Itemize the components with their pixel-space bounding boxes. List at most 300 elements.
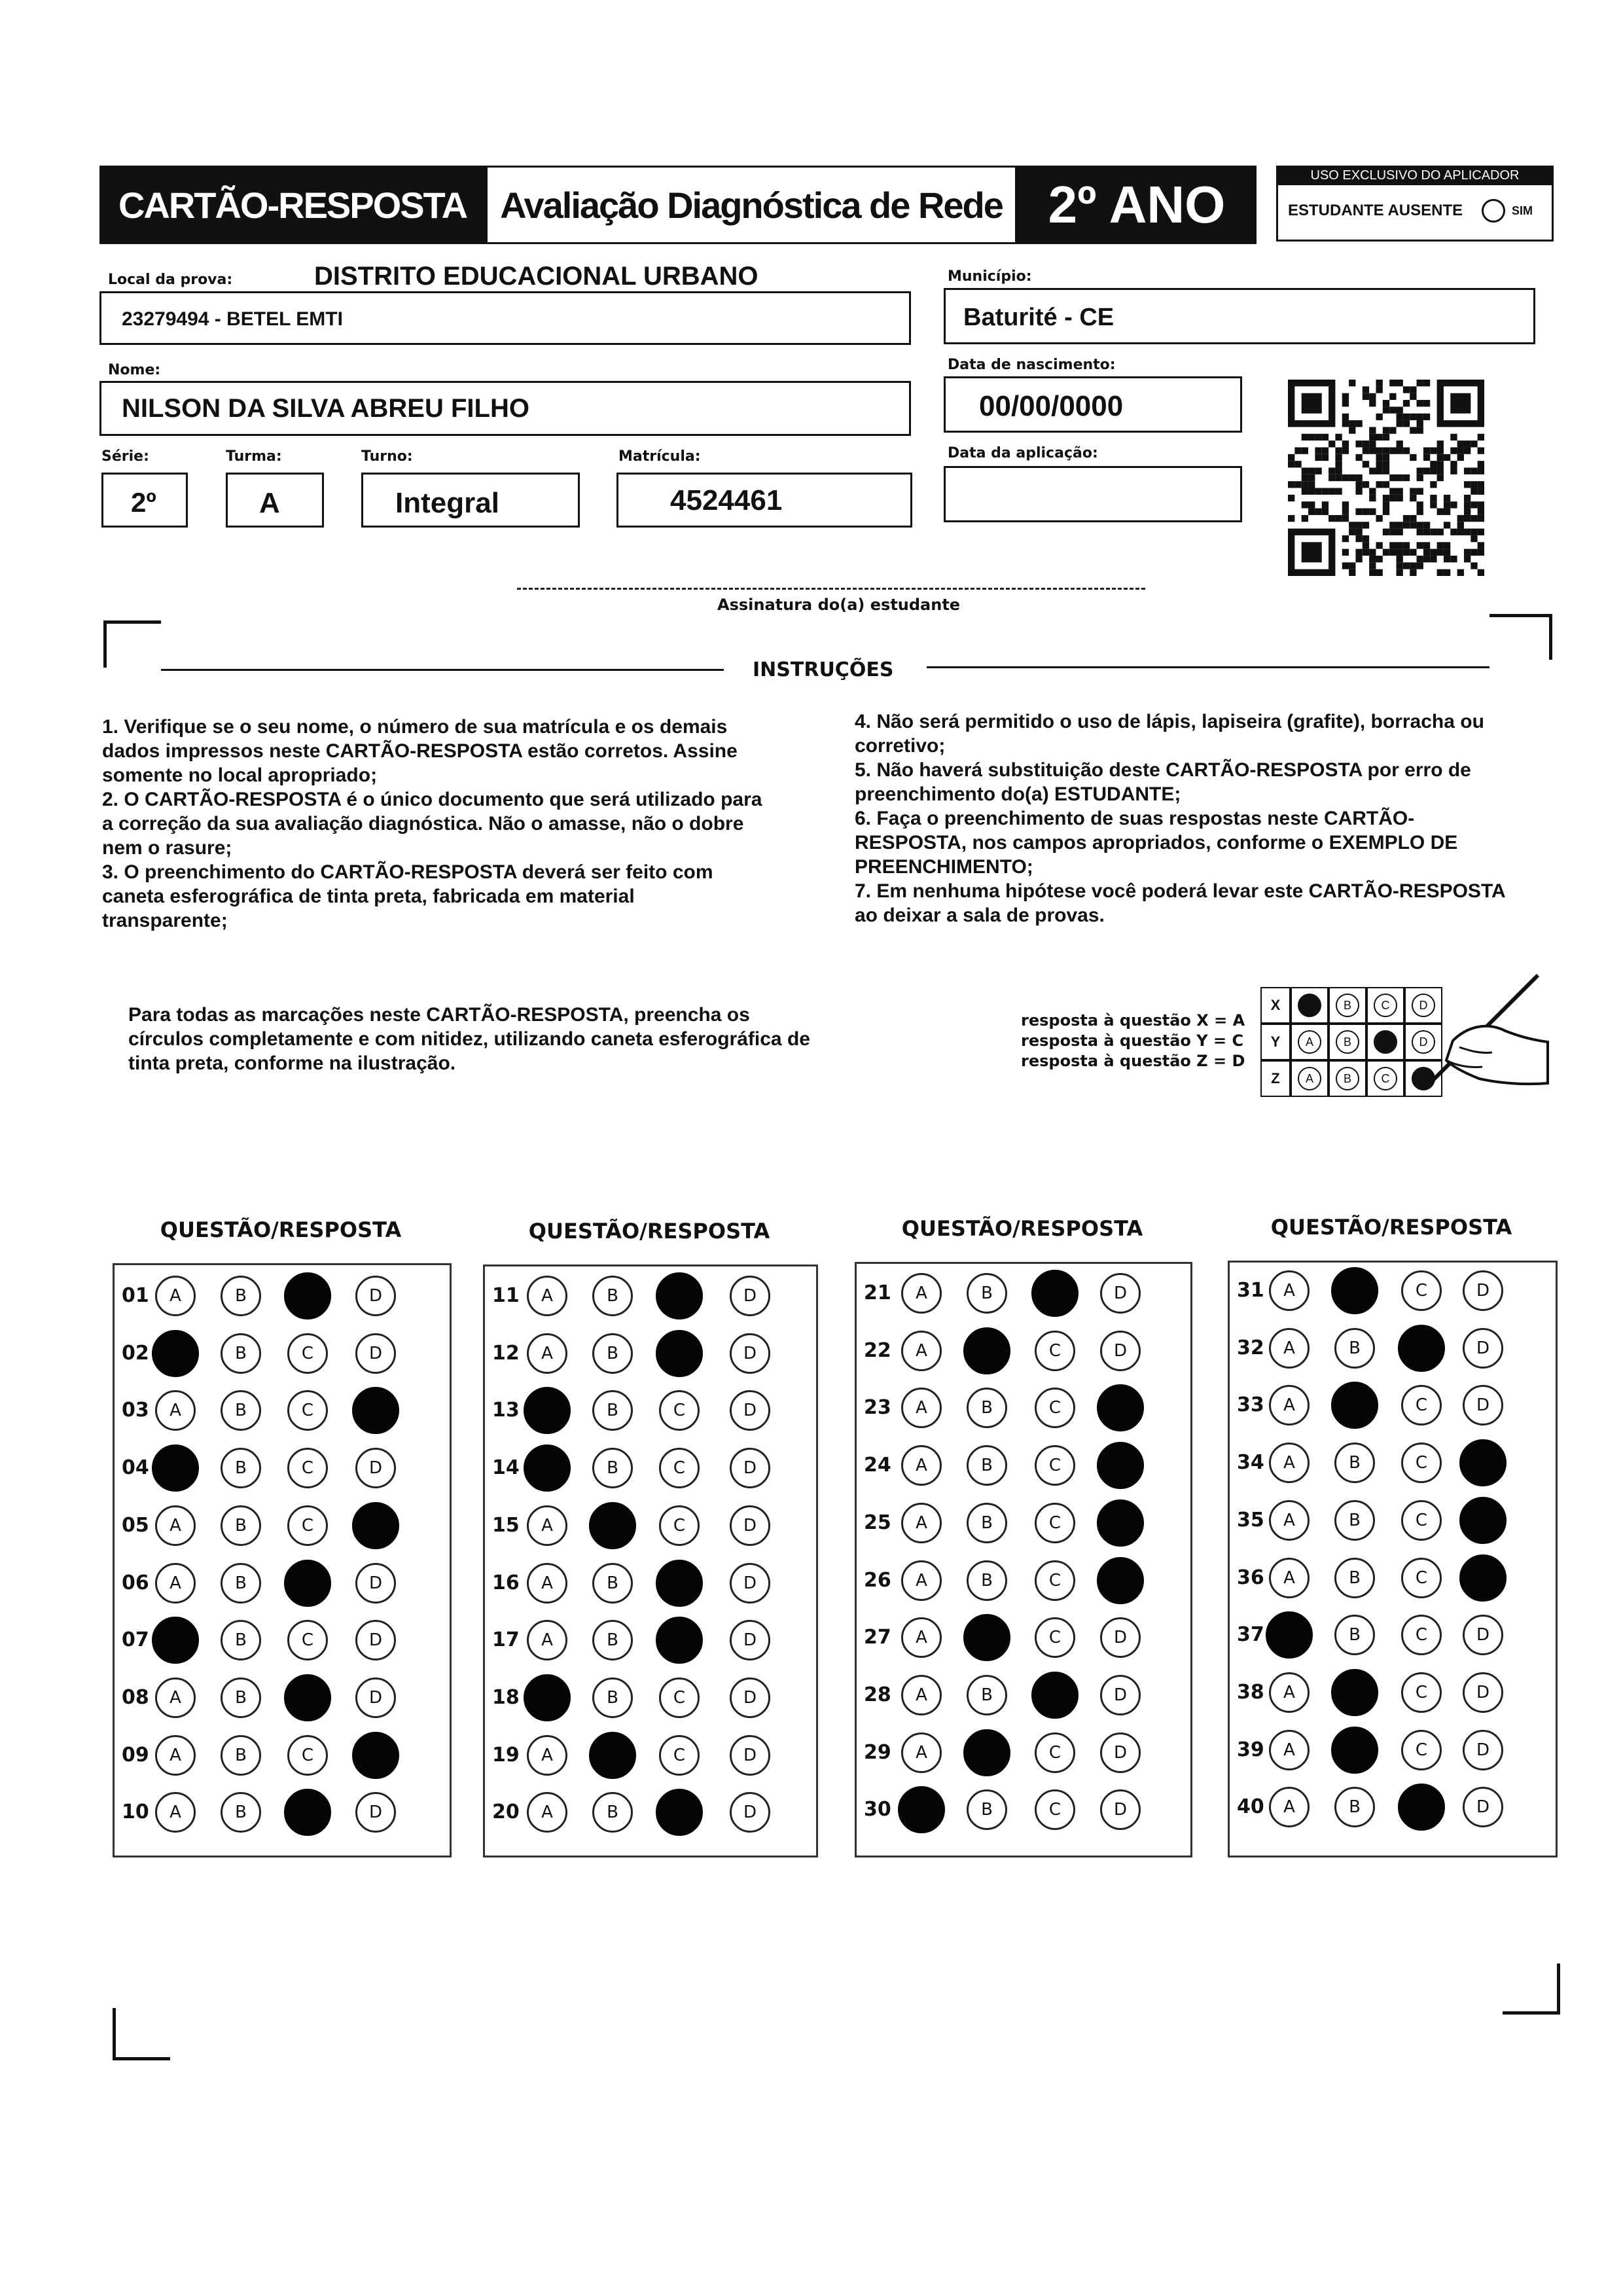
qr-module bbox=[1430, 529, 1436, 535]
qr-module bbox=[1335, 434, 1342, 440]
answer-bubble-c[interactable]: C bbox=[1401, 1615, 1442, 1655]
instruction-line: Para todas as marcações neste CARTÃO-RESPOSTA, preencha os bbox=[128, 1004, 750, 1026]
answer-bubble-b[interactable]: B bbox=[967, 1273, 1007, 1314]
answer-bubble-c[interactable]: C bbox=[659, 1505, 700, 1546]
answer-bubble-d[interactable]: D bbox=[730, 1333, 770, 1374]
qr-module bbox=[1478, 515, 1484, 522]
qr-module bbox=[1410, 393, 1416, 400]
answer-bubble-c[interactable]: C bbox=[1035, 1617, 1075, 1658]
answer-bubble-a[interactable]: A bbox=[1269, 1500, 1310, 1541]
question-number: 19 bbox=[492, 1743, 520, 1767]
answer-bubble-c[interactable]: C bbox=[284, 1674, 331, 1721]
absent-checkbox[interactable] bbox=[1482, 199, 1505, 223]
answer-bubble-a[interactable]: A bbox=[152, 1330, 199, 1377]
qr-module bbox=[1464, 447, 1471, 454]
qr-module bbox=[1308, 475, 1315, 481]
qr-module bbox=[1335, 488, 1342, 495]
qr-module bbox=[1355, 556, 1362, 562]
answer-bubble-c[interactable]: C bbox=[1401, 1500, 1442, 1541]
answer-bubble-c[interactable]: C bbox=[1398, 1325, 1445, 1372]
qr-module bbox=[1403, 542, 1410, 548]
answer-bubble-c[interactable]: C bbox=[284, 1560, 331, 1607]
qr-module bbox=[1397, 562, 1403, 569]
qr-module bbox=[1369, 427, 1376, 433]
answer-bubble-b[interactable]: B bbox=[1334, 1787, 1375, 1827]
answer-bubble-b[interactable]: B bbox=[1334, 1500, 1375, 1541]
qr-module bbox=[1437, 461, 1444, 467]
qr-module bbox=[1322, 447, 1329, 454]
answer-bubble-a[interactable]: A bbox=[898, 1786, 945, 1833]
qr-module bbox=[1397, 406, 1403, 413]
answer-bubble-a[interactable]: A bbox=[152, 1617, 199, 1664]
answer-bubble-b[interactable]: B bbox=[589, 1502, 636, 1549]
answer-bubble-a[interactable]: A bbox=[901, 1732, 942, 1773]
answer-bubble-d[interactable]: D bbox=[730, 1390, 770, 1431]
answer-bubble-c[interactable]: C bbox=[1035, 1789, 1075, 1830]
answer-bubble-d[interactable]: D bbox=[730, 1448, 770, 1488]
answer-bubble-c[interactable]: C bbox=[287, 1333, 328, 1374]
answer-bubble-b[interactable]: B bbox=[592, 1677, 633, 1718]
qr-module bbox=[1349, 569, 1355, 576]
qr-module bbox=[1437, 440, 1444, 447]
qr-module bbox=[1417, 380, 1423, 386]
qr-module bbox=[1369, 549, 1376, 556]
answer-bubble-d[interactable]: D bbox=[352, 1387, 399, 1434]
answer-bubble-d[interactable]: D bbox=[730, 1620, 770, 1660]
qr-module bbox=[1464, 529, 1471, 535]
instructions-heading: INSTRUÇÕES bbox=[753, 658, 894, 681]
answer-bubble-c[interactable]: C bbox=[656, 1560, 703, 1607]
example-bubble-a bbox=[1298, 994, 1321, 1017]
answer-bubble-a[interactable]: A bbox=[1269, 1385, 1310, 1426]
answer-bubble-a[interactable]: A bbox=[524, 1444, 571, 1492]
qr-module bbox=[1302, 542, 1322, 562]
answer-bubble-c[interactable]: C bbox=[659, 1390, 700, 1431]
answer-bubble-c[interactable]: C bbox=[1401, 1672, 1442, 1713]
answer-bubble-d[interactable]: D bbox=[730, 1735, 770, 1776]
question-number: 06 bbox=[122, 1571, 149, 1594]
answer-bubble-d[interactable]: D bbox=[355, 1333, 396, 1374]
answer-bubble-b[interactable]: B bbox=[221, 1677, 261, 1718]
answer-bubble-d[interactable]: D bbox=[352, 1732, 399, 1779]
answer-bubble-a[interactable]: A bbox=[1269, 1558, 1310, 1598]
answer-bubble-c[interactable]: C bbox=[287, 1448, 328, 1488]
answer-bubble-d[interactable]: D bbox=[1459, 1497, 1507, 1544]
answer-bubble-a[interactable]: A bbox=[1269, 1672, 1310, 1713]
qr-module bbox=[1457, 515, 1464, 522]
qr-module bbox=[1457, 440, 1464, 447]
answer-bubble-c[interactable]: C bbox=[1035, 1503, 1075, 1543]
qr-module bbox=[1369, 488, 1376, 495]
qr-module bbox=[1363, 535, 1369, 542]
question-number: 18 bbox=[492, 1685, 520, 1709]
crop-mark-top-left bbox=[103, 620, 161, 624]
answer-bubble-c[interactable]: C bbox=[1031, 1672, 1079, 1719]
qr-module bbox=[1437, 569, 1444, 576]
grade-badge: 2º ANO bbox=[1017, 166, 1257, 244]
answer-bubble-a[interactable]: A bbox=[527, 1735, 567, 1776]
answer-bubble-b[interactable]: B bbox=[967, 1445, 1007, 1486]
answer-bubble-a[interactable]: A bbox=[901, 1675, 942, 1715]
answer-bubble-c[interactable]: C bbox=[287, 1620, 328, 1660]
answer-bubble-d[interactable]: D bbox=[352, 1502, 399, 1549]
answer-bubble-b[interactable]: B bbox=[592, 1333, 633, 1374]
answer-bubble-d[interactable]: D bbox=[1463, 1385, 1503, 1426]
question-number: 14 bbox=[492, 1456, 520, 1480]
answer-bubble-b[interactable]: B bbox=[221, 1505, 261, 1546]
answer-bubble-d[interactable]: D bbox=[1097, 1442, 1144, 1489]
qr-module bbox=[1417, 509, 1423, 515]
answer-bubble-c[interactable]: C bbox=[284, 1272, 331, 1319]
example-bubble-b: B bbox=[1336, 1067, 1359, 1090]
qr-module bbox=[1342, 509, 1349, 515]
answer-bubble-b[interactable]: B bbox=[967, 1675, 1007, 1715]
qr-module bbox=[1383, 529, 1389, 535]
qr-module bbox=[1355, 549, 1362, 556]
answer-bubble-d[interactable]: D bbox=[355, 1276, 396, 1316]
answer-bubble-d[interactable]: D bbox=[1463, 1328, 1503, 1369]
answer-bubble-a[interactable]: A bbox=[155, 1792, 196, 1833]
answer-bubble-c[interactable]: C bbox=[1401, 1385, 1442, 1426]
answer-bubble-c[interactable]: C bbox=[656, 1617, 703, 1664]
qr-module bbox=[1363, 386, 1369, 393]
instruction-line: 1. Verifique se o seu nome, o número de sua matrícula e os demais bbox=[102, 716, 728, 738]
qr-module bbox=[1444, 556, 1450, 562]
qr-module bbox=[1342, 562, 1349, 569]
answer-bubble-b[interactable]: B bbox=[592, 1276, 633, 1316]
qr-module bbox=[1397, 414, 1403, 420]
qr-module bbox=[1302, 515, 1308, 522]
answer-bubble-d[interactable]: D bbox=[1463, 1672, 1503, 1713]
qr-module bbox=[1423, 447, 1430, 454]
answer-bubble-c[interactable]: C bbox=[1035, 1388, 1075, 1428]
answer-bubble-a[interactable]: A bbox=[155, 1390, 196, 1431]
answer-bubble-d[interactable]: D bbox=[1463, 1787, 1503, 1827]
instruction-line: resposta à questão Y = C bbox=[1021, 1031, 1244, 1050]
qr-module bbox=[1329, 515, 1335, 522]
qr-module bbox=[1342, 501, 1349, 508]
answer-bubble-a[interactable]: A bbox=[152, 1444, 199, 1492]
answer-bubble-b[interactable]: B bbox=[221, 1620, 261, 1660]
qr-module bbox=[1478, 569, 1484, 576]
answer-bubble-a[interactable]: A bbox=[901, 1617, 942, 1658]
qr-module bbox=[1389, 522, 1396, 528]
answer-bubble-b[interactable]: B bbox=[1334, 1328, 1375, 1369]
answer-bubble-b[interactable]: B bbox=[967, 1503, 1007, 1543]
qr-module bbox=[1376, 569, 1382, 576]
answer-bubble-a[interactable]: A bbox=[901, 1388, 942, 1428]
answer-bubble-b[interactable]: B bbox=[1331, 1382, 1378, 1429]
answer-bubble-d[interactable]: D bbox=[1459, 1554, 1507, 1602]
answer-bubble-d[interactable]: D bbox=[1097, 1499, 1144, 1547]
answer-bubble-b[interactable]: B bbox=[1334, 1615, 1375, 1655]
answer-bubble-b[interactable]: B bbox=[221, 1792, 261, 1833]
qr-module bbox=[1457, 569, 1464, 576]
answer-bubble-d[interactable]: D bbox=[355, 1792, 396, 1833]
crop-mark-bottom-right-v bbox=[1557, 1964, 1560, 2015]
answer-bubble-b[interactable]: B bbox=[592, 1620, 633, 1660]
answer-bubble-d[interactable]: D bbox=[1100, 1732, 1141, 1773]
qr-module bbox=[1369, 569, 1376, 576]
qr-module bbox=[1355, 535, 1362, 542]
qr-module bbox=[1478, 509, 1484, 515]
qr-module bbox=[1349, 475, 1355, 481]
answer-bubble-d[interactable]: D bbox=[1100, 1617, 1141, 1658]
answer-bubble-b[interactable]: B bbox=[592, 1390, 633, 1431]
answer-bubble-d[interactable]: D bbox=[730, 1563, 770, 1604]
qr-module bbox=[1302, 467, 1308, 474]
question-number: 10 bbox=[122, 1801, 149, 1824]
qr-module bbox=[1342, 440, 1349, 447]
answer-bubble-c[interactable]: C bbox=[1031, 1270, 1079, 1317]
answer-bubble-d[interactable]: D bbox=[355, 1677, 396, 1718]
answer-bubble-c[interactable]: C bbox=[1401, 1270, 1442, 1311]
answer-bubble-a[interactable]: A bbox=[155, 1563, 196, 1604]
answer-bubble-d[interactable]: D bbox=[730, 1792, 770, 1833]
answer-bubble-a[interactable]: A bbox=[155, 1735, 196, 1776]
question-number: 23 bbox=[864, 1396, 891, 1420]
answer-bubble-b[interactable]: B bbox=[963, 1614, 1010, 1661]
example-bubble-a: A bbox=[1298, 1030, 1321, 1054]
answer-bubble-a[interactable]: A bbox=[901, 1273, 942, 1314]
aplicacao-field bbox=[944, 466, 1242, 522]
qr-module bbox=[1376, 515, 1382, 522]
answer-bubble-d[interactable]: D bbox=[1100, 1331, 1141, 1371]
answer-bubble-c[interactable]: C bbox=[287, 1735, 328, 1776]
answer-bubble-b[interactable]: B bbox=[963, 1729, 1010, 1776]
crop-mark-top-left-v bbox=[103, 620, 107, 668]
answer-bubble-c[interactable]: C bbox=[287, 1505, 328, 1546]
answer-bubble-c[interactable]: C bbox=[656, 1330, 703, 1377]
qr-module bbox=[1383, 400, 1389, 406]
instruction-line: RESPOSTA, nos campos apropriados, conforme o EXEMPLO DE bbox=[855, 832, 1458, 853]
qr-module bbox=[1417, 556, 1423, 562]
qr-module bbox=[1410, 569, 1416, 576]
answer-bubble-a[interactable]: A bbox=[1269, 1730, 1310, 1770]
answer-bubble-a[interactable]: A bbox=[155, 1276, 196, 1316]
answer-bubble-c[interactable]: C bbox=[1401, 1730, 1442, 1770]
answer-bubble-a[interactable]: A bbox=[527, 1505, 567, 1546]
absent-label: ESTUDANTE AUSENTE bbox=[1288, 202, 1463, 219]
answer-bubble-b[interactable]: B bbox=[967, 1388, 1007, 1428]
qr-module bbox=[1478, 501, 1484, 508]
answer-bubble-b[interactable]: B bbox=[963, 1327, 1010, 1374]
matricula-label: Matrícula: bbox=[618, 448, 701, 465]
local-value: DISTRITO EDUCACIONAL URBANO bbox=[314, 262, 758, 291]
qr-module bbox=[1403, 549, 1410, 556]
qr-module bbox=[1417, 542, 1423, 548]
qr-module bbox=[1363, 393, 1369, 400]
answer-bubble-c[interactable]: C bbox=[1035, 1732, 1075, 1773]
signature-label: Assinatura do(a) estudante bbox=[717, 596, 961, 614]
answer-bubble-b[interactable]: B bbox=[221, 1333, 261, 1374]
question-number: 29 bbox=[864, 1740, 891, 1764]
qr-module bbox=[1355, 420, 1362, 427]
answer-bubble-d[interactable]: D bbox=[1097, 1557, 1144, 1604]
answer-bubble-c[interactable]: C bbox=[1401, 1558, 1442, 1598]
answer-bubble-a[interactable]: A bbox=[901, 1560, 942, 1601]
qr-module bbox=[1376, 454, 1382, 461]
qr-module bbox=[1383, 495, 1389, 501]
qr-module bbox=[1335, 461, 1342, 467]
answer-bubble-c[interactable]: C bbox=[656, 1272, 703, 1319]
answer-bubble-a[interactable]: A bbox=[524, 1674, 571, 1721]
qr-module bbox=[1403, 447, 1410, 454]
answer-bubble-a[interactable]: A bbox=[524, 1387, 571, 1434]
crop-mark-bottom-right bbox=[1503, 2011, 1560, 2015]
question-number: 28 bbox=[864, 1683, 891, 1706]
qr-module bbox=[1349, 427, 1355, 433]
answer-bubble-a[interactable]: A bbox=[155, 1505, 196, 1546]
qr-module bbox=[1444, 454, 1450, 461]
qr-module bbox=[1478, 447, 1484, 454]
qr-module bbox=[1410, 427, 1416, 433]
qr-module bbox=[1369, 440, 1376, 447]
question-number: 40 bbox=[1237, 1795, 1264, 1819]
answer-bubble-b[interactable]: B bbox=[592, 1792, 633, 1833]
answer-bubble-a[interactable]: A bbox=[527, 1620, 567, 1660]
question-number: 35 bbox=[1237, 1508, 1264, 1532]
answer-bubble-c[interactable]: C bbox=[1035, 1331, 1075, 1371]
qr-module bbox=[1302, 434, 1308, 440]
answer-bubble-d[interactable]: D bbox=[355, 1620, 396, 1660]
qr-module bbox=[1308, 481, 1315, 488]
qr-module bbox=[1444, 509, 1450, 515]
answer-bubble-d[interactable]: D bbox=[1100, 1675, 1141, 1715]
answer-bubble-a[interactable]: A bbox=[527, 1276, 567, 1316]
qr-module bbox=[1437, 467, 1444, 474]
answer-bubble-a[interactable]: A bbox=[1269, 1328, 1310, 1369]
qr-module bbox=[1397, 488, 1403, 495]
answer-bubble-b[interactable]: B bbox=[221, 1448, 261, 1488]
qr-module bbox=[1376, 556, 1382, 562]
answer-bubble-b[interactable]: B bbox=[1331, 1669, 1378, 1716]
answer-bubble-c[interactable]: C bbox=[659, 1448, 700, 1488]
question-number: 08 bbox=[122, 1685, 149, 1709]
answer-bubble-b[interactable]: B bbox=[1334, 1558, 1375, 1598]
answer-bubble-a[interactable]: A bbox=[527, 1563, 567, 1604]
qr-module bbox=[1403, 420, 1410, 427]
answer-bubble-a[interactable]: A bbox=[155, 1677, 196, 1718]
answer-bubble-b[interactable]: B bbox=[221, 1276, 261, 1316]
answer-bubble-c[interactable]: C bbox=[659, 1677, 700, 1718]
qr-module bbox=[1417, 414, 1423, 420]
answer-bubble-d[interactable]: D bbox=[1100, 1789, 1141, 1830]
example-bubble-b: B bbox=[1336, 994, 1359, 1017]
qr-module bbox=[1397, 549, 1403, 556]
qr-module bbox=[1376, 542, 1382, 548]
answer-bubble-a[interactable]: A bbox=[527, 1333, 567, 1374]
answer-bubble-c[interactable]: C bbox=[287, 1390, 328, 1431]
question-number: 09 bbox=[122, 1743, 149, 1767]
qr-module bbox=[1444, 495, 1450, 501]
answer-bubble-b[interactable]: B bbox=[967, 1560, 1007, 1601]
qr-module bbox=[1389, 475, 1396, 481]
qr-module bbox=[1302, 475, 1308, 481]
answer-bubble-d[interactable]: D bbox=[1097, 1384, 1144, 1431]
escola-value: 23279494 - BETEL EMTI bbox=[122, 308, 343, 330]
question-number: 36 bbox=[1237, 1566, 1264, 1589]
qr-module bbox=[1363, 447, 1369, 454]
qr-module bbox=[1410, 515, 1416, 522]
qr-module bbox=[1383, 434, 1389, 440]
qr-module bbox=[1437, 529, 1444, 535]
answer-bubble-b[interactable]: B bbox=[1331, 1727, 1378, 1774]
answer-bubble-b[interactable]: B bbox=[1334, 1443, 1375, 1483]
answer-bubble-a[interactable]: A bbox=[1269, 1787, 1310, 1827]
answer-bubble-d[interactable]: D bbox=[355, 1563, 396, 1604]
crop-mark-top-right bbox=[1489, 614, 1552, 617]
example-bubble-d: D bbox=[1412, 994, 1435, 1017]
answer-bubble-c[interactable]: C bbox=[1035, 1445, 1075, 1486]
answer-bubble-b[interactable]: B bbox=[967, 1789, 1007, 1830]
answer-bubble-a[interactable]: A bbox=[901, 1503, 942, 1543]
answer-bubble-d[interactable]: D bbox=[730, 1505, 770, 1546]
answer-bubble-a[interactable]: A bbox=[901, 1445, 942, 1486]
answer-bubble-d[interactable]: D bbox=[730, 1677, 770, 1718]
answer-bubble-a[interactable]: A bbox=[527, 1792, 567, 1833]
answer-bubble-a[interactable]: A bbox=[1269, 1443, 1310, 1483]
answer-bubble-d[interactable]: D bbox=[1459, 1439, 1507, 1486]
qr-module bbox=[1464, 509, 1471, 515]
answer-bubble-d[interactable]: D bbox=[1463, 1730, 1503, 1770]
qr-module bbox=[1397, 569, 1403, 576]
answer-bubble-c[interactable]: C bbox=[659, 1735, 700, 1776]
qr-module bbox=[1457, 447, 1464, 454]
question-number: 20 bbox=[492, 1801, 520, 1824]
question-number: 01 bbox=[122, 1284, 149, 1307]
answer-bubble-c[interactable]: C bbox=[1035, 1560, 1075, 1601]
answer-bubble-b[interactable]: B bbox=[592, 1448, 633, 1488]
qr-module bbox=[1288, 461, 1294, 467]
answer-bubble-d[interactable]: D bbox=[1463, 1270, 1503, 1311]
qr-module bbox=[1444, 501, 1450, 508]
instruction-line: somente no local apropriado; bbox=[102, 764, 378, 786]
matricula-value: 4524461 bbox=[670, 484, 783, 516]
answer-bubble-a[interactable]: A bbox=[1266, 1611, 1313, 1659]
answer-bubble-c[interactable]: C bbox=[284, 1789, 331, 1836]
answer-bubble-b[interactable]: B bbox=[221, 1735, 261, 1776]
answer-bubble-b[interactable]: B bbox=[589, 1732, 636, 1779]
answer-bubble-c[interactable]: C bbox=[1398, 1784, 1445, 1831]
hand-pen-icon bbox=[1407, 969, 1551, 1093]
qr-module bbox=[1335, 447, 1342, 454]
answer-bubble-d[interactable]: D bbox=[1463, 1615, 1503, 1655]
answer-bubble-a[interactable]: A bbox=[1269, 1270, 1310, 1311]
qr-module bbox=[1417, 427, 1423, 433]
qr-module bbox=[1423, 522, 1430, 528]
answer-bubble-b[interactable]: B bbox=[1331, 1267, 1378, 1314]
answer-bubble-b[interactable]: B bbox=[592, 1563, 633, 1604]
answer-bubble-b[interactable]: B bbox=[221, 1390, 261, 1431]
answer-bubble-d[interactable]: D bbox=[355, 1448, 396, 1488]
answer-bubble-c[interactable]: C bbox=[656, 1789, 703, 1836]
qr-module bbox=[1417, 522, 1423, 528]
answer-bubble-b[interactable]: B bbox=[221, 1563, 261, 1604]
qr-module bbox=[1369, 562, 1376, 569]
answer-bubble-d[interactable]: D bbox=[730, 1276, 770, 1316]
signature-line bbox=[517, 588, 1145, 590]
qr-module bbox=[1423, 549, 1430, 556]
answer-bubble-a[interactable]: A bbox=[901, 1331, 942, 1371]
qr-module bbox=[1437, 542, 1444, 548]
instruction-line: resposta à questão Z = D bbox=[1021, 1052, 1245, 1070]
qr-module bbox=[1369, 447, 1376, 454]
example-bubble-c: C bbox=[1374, 1067, 1397, 1090]
answer-bubble-c[interactable]: C bbox=[1401, 1443, 1442, 1483]
qr-module bbox=[1376, 447, 1382, 454]
answer-bubble-d[interactable]: D bbox=[1100, 1273, 1141, 1314]
